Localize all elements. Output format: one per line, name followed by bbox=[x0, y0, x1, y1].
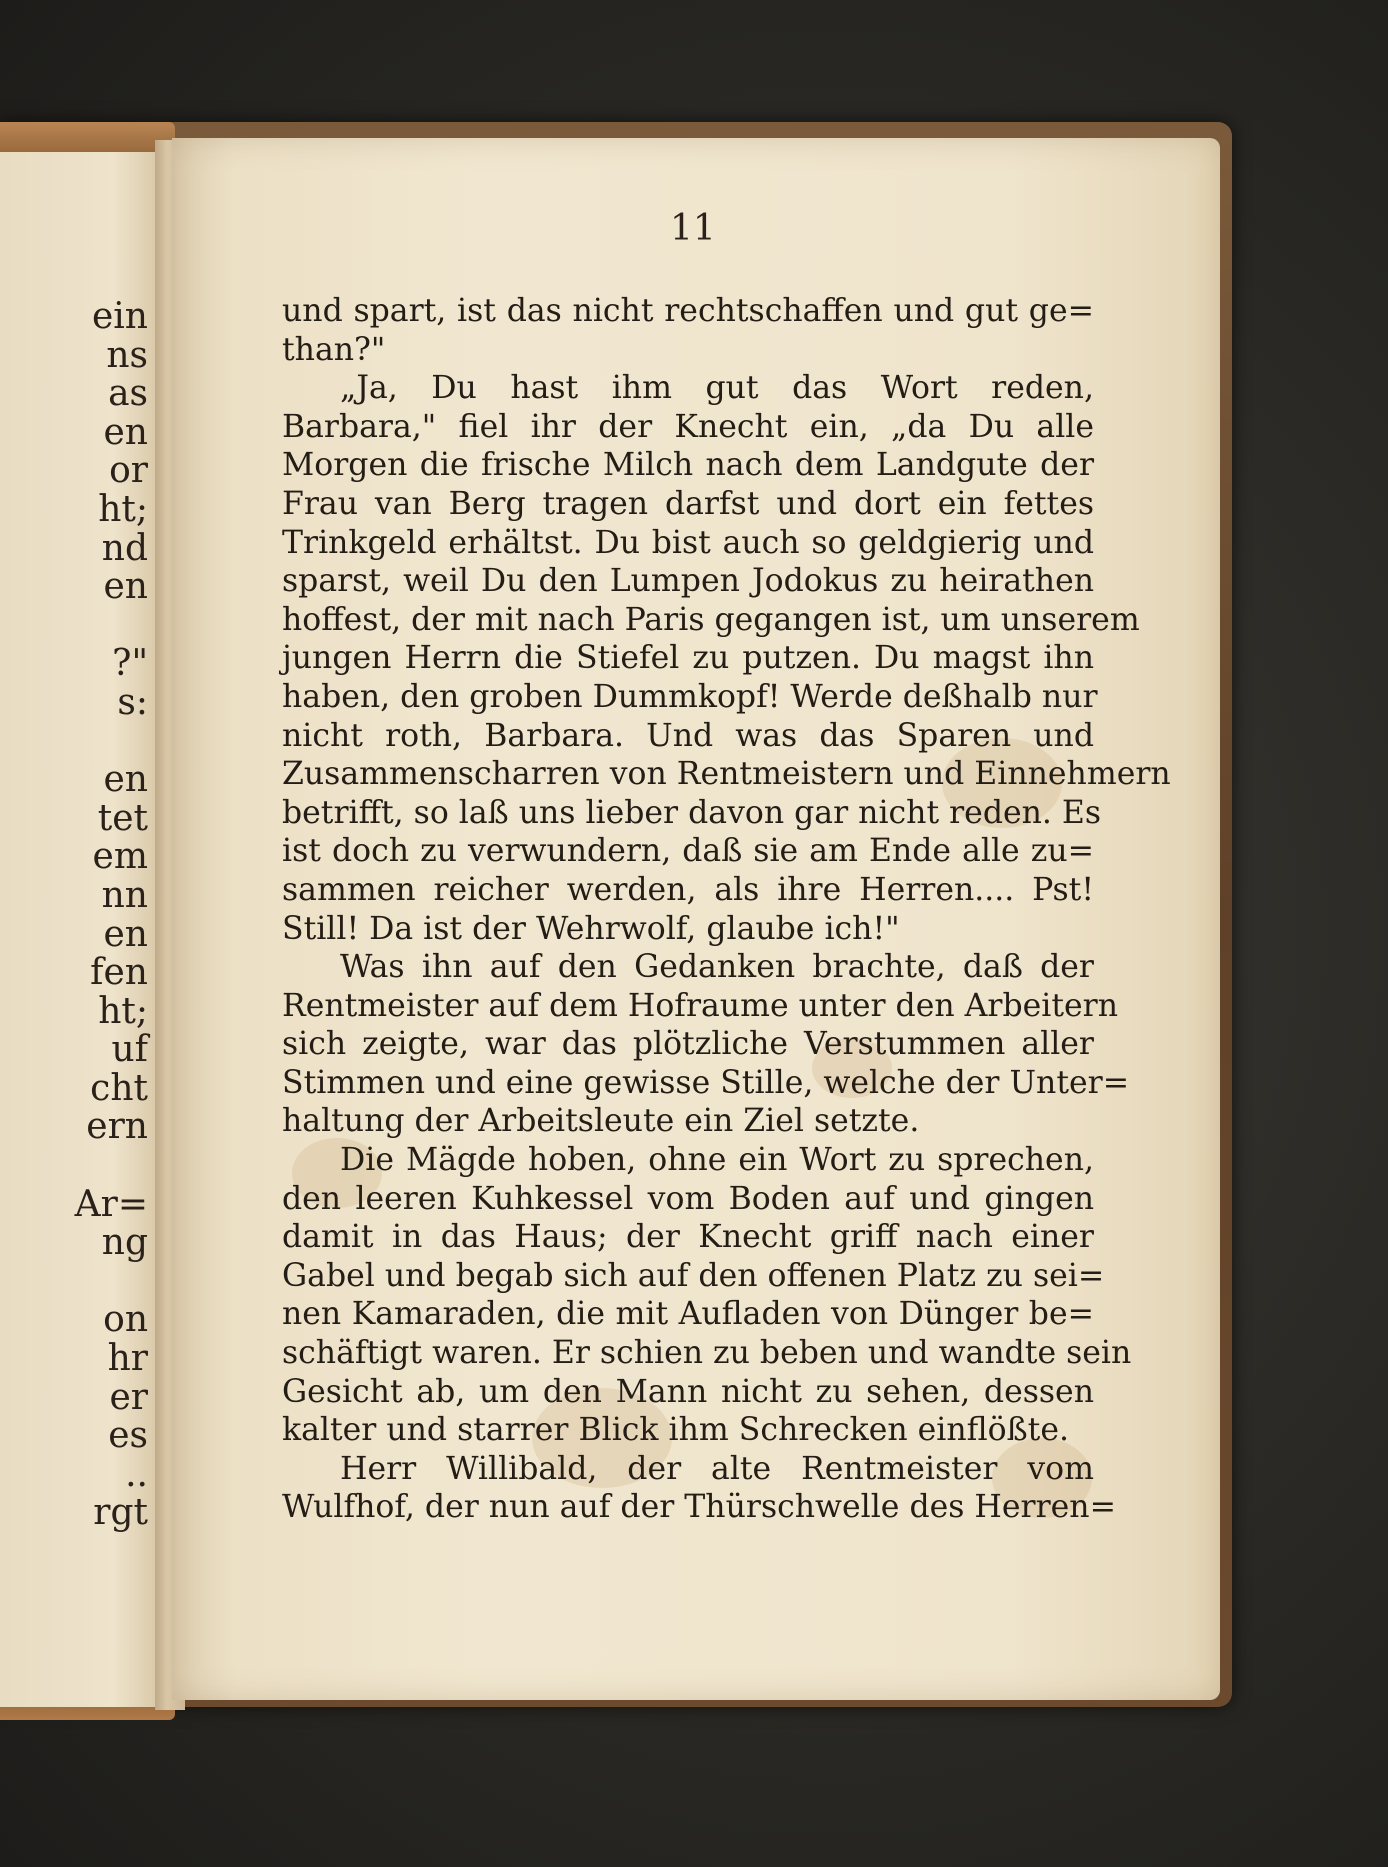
text-line: Barbara," fiel ihr der Knecht ein, „da Du alle bbox=[282, 408, 1094, 445]
left-page-fragment: ht; bbox=[98, 990, 148, 1032]
left-page-fragment: en bbox=[103, 411, 148, 453]
left-page-fragment: es bbox=[108, 1415, 148, 1457]
text-line: jungen Herrn die Stiefel zu putzen. Du magst ihn bbox=[282, 640, 1094, 677]
left-page-fragment: en bbox=[103, 566, 148, 608]
left-page-fragment: ein bbox=[91, 296, 148, 337]
text-line: Stimmen und eine gewisse Stille, welche der Unter= bbox=[282, 1064, 1130, 1101]
left-page-fragment: nd bbox=[101, 527, 148, 569]
text-line: schäftigt waren. Er schien zu beben und wandte sein bbox=[282, 1335, 1132, 1372]
left-page-fragment: tet bbox=[97, 797, 148, 839]
text-line: Rentmeister auf dem Hofraume unter den Arbeitern bbox=[282, 987, 1118, 1024]
text-line: haltung der Arbeitsleute ein Ziel setzte. bbox=[282, 1103, 920, 1140]
left-page-fragment: rgt bbox=[93, 1492, 148, 1534]
text-line: than?" bbox=[282, 331, 386, 368]
body-text bbox=[282, 292, 1171, 1527]
left-page-fragment: er bbox=[109, 1376, 148, 1418]
left-page-fragment: ?" bbox=[112, 643, 148, 685]
left-page bbox=[0, 152, 162, 1707]
text-line: sich zeigte, war das plötzliche Verstummen aller bbox=[282, 1026, 1094, 1063]
left-page-fragment: as bbox=[108, 373, 148, 415]
left-page-fragment: on bbox=[103, 1299, 148, 1341]
text-line: und spart, ist das nicht rechtschaffen und gut ge= bbox=[282, 293, 1094, 329]
left-page-fragment: .. bbox=[125, 1453, 148, 1495]
text-line: betrifft, so laß uns lieber davon gar nicht reden. Es bbox=[282, 794, 1102, 831]
text-line: Gesicht ab, um den Mann nicht zu sehen, dessen bbox=[282, 1373, 1094, 1410]
text-line: Zusammenscharren von Rentmeistern und Einnehmern bbox=[282, 756, 1171, 793]
left-page-fragment: s: bbox=[117, 681, 148, 723]
text-line: Gabel und begab sich auf den offenen Platz zu sei= bbox=[282, 1257, 1105, 1294]
text-line: sammen reicher werden, als ihre Herren.... Pst! bbox=[282, 871, 1094, 908]
text-line: den leeren Kuhkessel vom Boden auf und gingen bbox=[282, 1180, 1094, 1217]
left-page-fragment: en bbox=[103, 913, 148, 955]
left-page-fragment: cht bbox=[90, 1067, 148, 1109]
text-line: ist doch zu verwundern, daß sie am Ende alle zu= bbox=[282, 833, 1094, 870]
left-page-fragment: nn bbox=[101, 874, 148, 916]
left-page-fragment: uf bbox=[111, 1029, 148, 1071]
text-line: nicht roth, Barbara. Und was das Sparen und bbox=[282, 717, 1094, 754]
text-line: „Ja, Du hast ihm gut das Wort reden, bbox=[340, 370, 1094, 407]
text-line: kalter und starrer Blick ihm Schrecken einflößte. bbox=[282, 1412, 1069, 1449]
text-line: Wulfhof, der nun auf der Thürschwelle des Herren= bbox=[282, 1489, 1116, 1526]
text-line: damit in das Haus; der Knecht griff nach einer bbox=[282, 1219, 1094, 1256]
left-page-fragment: ern bbox=[86, 1106, 148, 1148]
left-page-fragment bbox=[75, 1263, 148, 1302]
left-page-fragment: em bbox=[92, 836, 148, 878]
left-page-fragment: ht; bbox=[98, 488, 148, 530]
left-page-fragment: ng bbox=[101, 1222, 148, 1264]
text-line: Trinkgeld erhältst. Du bist auch so geldgierig und bbox=[282, 524, 1094, 561]
text-line: Die Mägde hoben, ohne ein Wort zu sprechen, bbox=[340, 1142, 1094, 1179]
text-line: Herr Willibald, der alte Rentmeister vom bbox=[340, 1450, 1094, 1487]
left-page-fragment: fen bbox=[90, 952, 148, 994]
left-page-fragment bbox=[75, 723, 148, 762]
left-page-fragment: hr bbox=[107, 1338, 148, 1380]
text-line: haben, den groben Dummkopf! Werde deßhalb nur bbox=[282, 678, 1098, 715]
left-page-fragment: Ar= bbox=[74, 1183, 148, 1225]
text-line: Was ihn auf den Gedanken brachte, daß der bbox=[340, 949, 1094, 986]
page-number: 11 bbox=[670, 208, 716, 249]
left-page-text-fragments bbox=[75, 298, 148, 1533]
text-line: Morgen die frische Milch nach dem Landgute der bbox=[282, 447, 1094, 484]
left-page-fragment: en bbox=[103, 759, 148, 801]
left-page-fragment bbox=[75, 607, 148, 646]
text-line: Frau van Berg tragen darfst und dort ein fettes bbox=[282, 485, 1094, 522]
text-line: sparst, weil Du den Lumpen Jodokus zu heirathen bbox=[282, 563, 1094, 600]
left-page-fragment bbox=[75, 1147, 148, 1186]
left-page-fragment: ns bbox=[106, 334, 148, 376]
text-line: hoffest, der mit nach Paris gegangen ist, um unserem bbox=[282, 601, 1140, 638]
text-line: nen Kamaraden, die mit Aufladen von Dünger be= bbox=[282, 1296, 1094, 1333]
left-page-fragment: or bbox=[109, 450, 148, 492]
text-line: Still! Da ist der Wehrwolf, glaube ich!" bbox=[282, 910, 900, 947]
